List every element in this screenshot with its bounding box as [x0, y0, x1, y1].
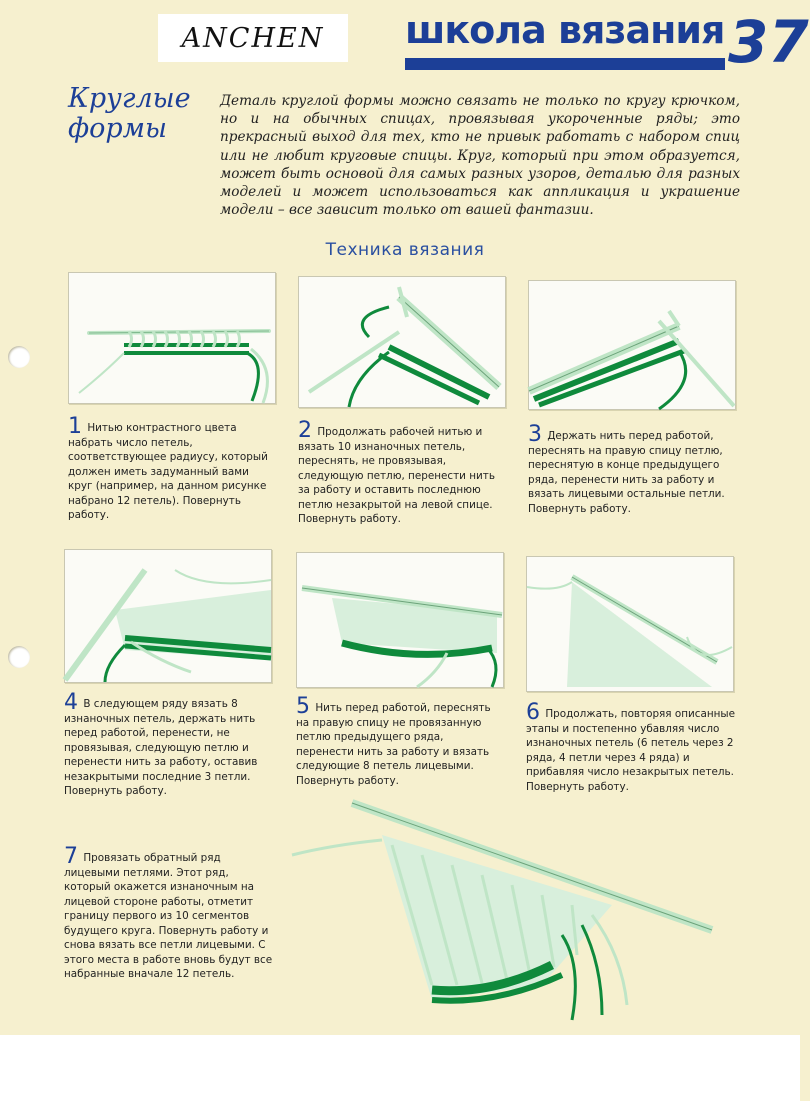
intro-paragraph: Деталь круглой формы можно связать не только по кругу крючком, но и на обычных спицах, провязывая укороченные ряды; это прекрасный выход для тех, кто не привык работать с набором спиц или не любит круговые спицы. Круг, который при этом образуется, может быть основой для самых разных узоров, деталью для разных моделей и может использоваться как аппликация и украшение модели – все зависит только от вашей фантазии. [220, 93, 740, 219]
step-1-number: 1 [68, 414, 82, 439]
step-1-description: Нитью контрастного цвета набрать число петель, соответствующее радиусу, который должен иметь задуманный вами круг (например, на данном рисунке набрано 12 петель). Повернуть работу. [68, 422, 268, 521]
step-1-illustration [68, 272, 276, 404]
page-number: 37 [728, 8, 809, 76]
step-3-text [528, 422, 734, 516]
step-5-illustration [296, 552, 504, 688]
step-2-text [298, 418, 504, 527]
step-1-text [68, 414, 274, 523]
step-6-text [526, 700, 736, 794]
brand-name: ANCHEN [181, 22, 325, 54]
section-title: Круглые формы [68, 83, 191, 144]
step-7-text [64, 844, 274, 982]
step-6-description: Продолжать, повторяя описанные этапы и постепенно убавляя число изнаночных петель (6 петель через 2 ряда, 4 петли через 4 ряда) и прибавляя число незакрытых петель. Повернуть работу. [526, 708, 736, 793]
technique-heading: Техника вязания [325, 240, 485, 260]
step-2-number: 2 [298, 418, 312, 443]
step-3-description: Держать нить перед работой, переснять на правую спицу петлю, переснятую в конце предыдущего ряда, перенести нить за работу и вязать лицевыми остальные петли. Повернуть работу. [528, 430, 725, 515]
page-bottom-margin [0, 1035, 800, 1101]
binder-hole [8, 346, 30, 368]
step-4-number: 4 [64, 690, 78, 715]
step-6-number: 6 [526, 700, 540, 725]
step-4-illustration [64, 549, 272, 683]
step-4-text [64, 690, 274, 799]
step-4-description: В следующем ряду вязать 8 изнаночных петель, держать нить перед работой, перенести, не провязывая, следующую петлю и перенести нить за работу, оставив незакрытыми последние 3 петли. Повернуть работу. [64, 698, 258, 797]
brand-box [158, 14, 348, 62]
step-2-illustration [298, 276, 506, 408]
step-6-illustration [526, 556, 734, 692]
binder-hole [8, 646, 30, 668]
step-7-description: Провязать обратный ряд лицевыми петлями. Этот ряд, который окажется изнаночным на лицевой стороне работы, отметит границу первого из 10 сегментов будущего круга. Повернуть работу и снова вязать все петли лицевыми. С этого места в работе вновь будут все набранные вначале 12 петель. [64, 852, 273, 980]
step-3-number: 3 [528, 422, 542, 447]
step-7-number: 7 [64, 844, 78, 869]
series-title: школа вязания [405, 8, 725, 52]
step-2-description: Продолжать рабочей нитью и вязать 10 изнаночных петель, переснять, не провязывая, следующую петлю, перенести нить за работу и оставить последнюю петлю незакрытой на левой спице. Повернуть работу. [298, 426, 495, 525]
step-5-number: 5 [296, 694, 310, 719]
step-7-illustration [292, 795, 722, 1029]
step-5-text [296, 694, 502, 788]
step-5-description: Нить перед работой, переснять на правую спицу не провязанную петлю предыдущего ряда, перенести нить за работу и вязать следующие 8 петель лицевыми. Повернуть работу. [296, 702, 491, 787]
series-title-bar [405, 58, 725, 70]
step-3-illustration [528, 280, 736, 410]
